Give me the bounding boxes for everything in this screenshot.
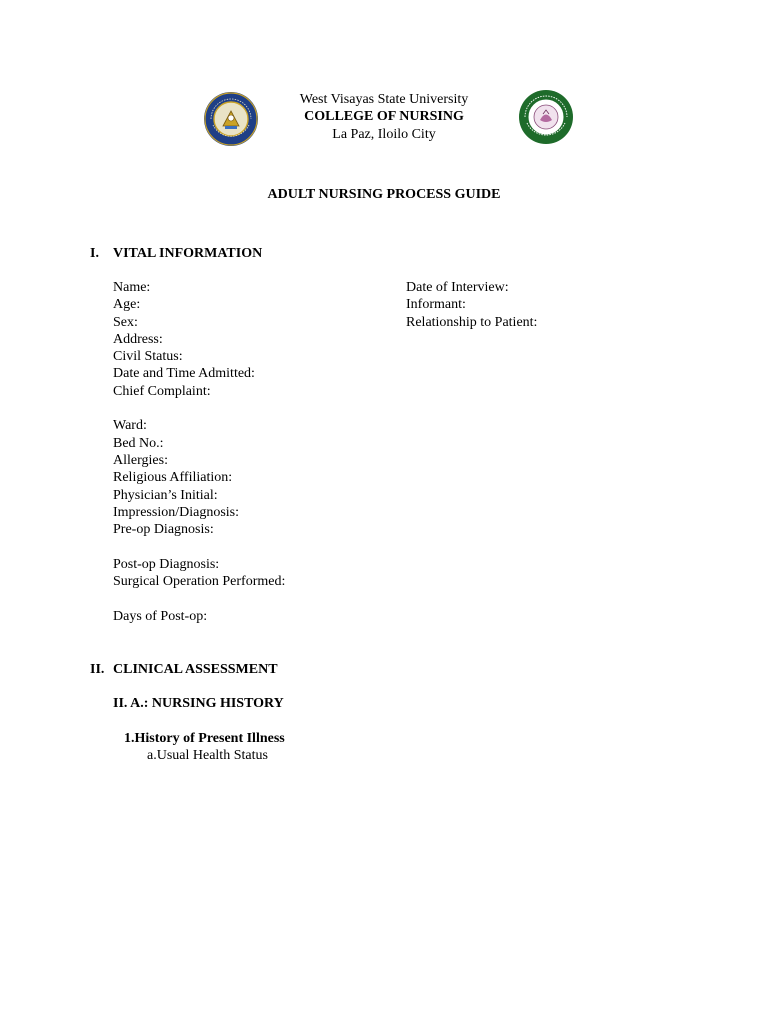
field-informant: Informant: (406, 297, 466, 313)
field-pre-op-diagnosis: Pre-op Diagnosis: (113, 522, 214, 538)
field-post-op-diagnosis: Post-op Diagnosis: (113, 556, 220, 572)
field-address: Address: (113, 331, 163, 347)
university-name: West Visayas State University (299, 92, 469, 107)
section-1-title: VITAL INFORMATION (113, 246, 263, 261)
field-physician-initial: Physician’s Initial: (113, 487, 218, 503)
location: La Paz, Iloilo City (332, 127, 436, 142)
vital-info-right-fields (406, 279, 537, 331)
vital-info-left-fields (113, 279, 285, 625)
subsection-nursing-history: II. A.: NURSING HISTORY (113, 696, 284, 711)
field-date-of-interview: Date of Interview: (406, 280, 509, 295)
field-ward: Ward: (113, 418, 147, 434)
field-days-post-op: Days of Post-op: (113, 608, 208, 624)
item-history-present-illness: 1.History of Present Illness (124, 731, 285, 746)
field-allergies: Allergies: (113, 452, 168, 468)
field-sex: Sex: (113, 314, 138, 330)
field-impression-diagnosis: Impression/Diagnosis: (113, 504, 239, 520)
field-bed-no: Bed No.: (113, 435, 164, 451)
field-age: Age: (113, 297, 141, 313)
field-chief-complaint: Chief Complaint: (113, 383, 211, 399)
section-2-title: CLINICAL ASSESSMENT (113, 662, 278, 677)
field-civil-status: Civil Status: (113, 349, 183, 365)
section-1-number: I. (90, 246, 99, 261)
field-religious-affiliation: Religious Affiliation: (113, 470, 233, 486)
college-name: COLLEGE OF NURSING (304, 109, 464, 124)
field-name: Name: (113, 280, 151, 295)
field-surgical-operation: Surgical Operation Performed: (113, 574, 286, 590)
field-date-time-admitted: Date and Time Admitted: (113, 366, 255, 382)
item-usual-health-status: a.Usual Health Status (147, 748, 268, 763)
document-title: ADULT NURSING PROCESS GUIDE (267, 187, 501, 202)
section-2-number: II. (90, 662, 105, 677)
field-relationship-to-patient: Relationship to Patient: (406, 314, 538, 330)
